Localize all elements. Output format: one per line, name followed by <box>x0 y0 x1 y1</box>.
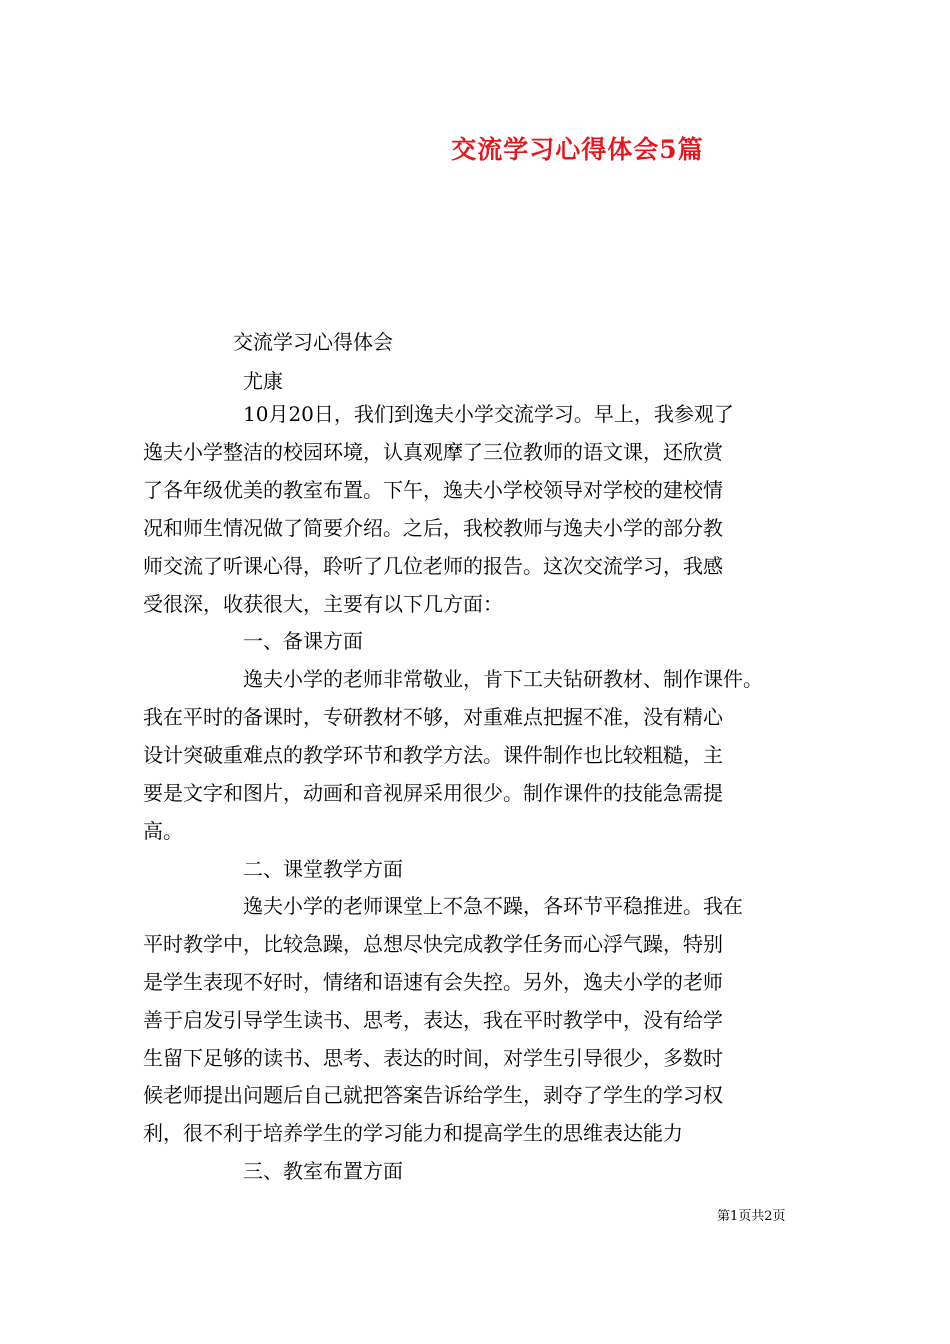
body-line: 10月20日，我们到逸夫小学交流学习。早上，我参观了 <box>243 402 734 426</box>
body-line: 利，很不利于培养学生的学习能力和提高学生的思维表达能力 <box>143 1121 683 1145</box>
body-line: 生留下足够的读书、思考、表达的时间，对学生引导很少，多数时 <box>143 1046 723 1070</box>
article-subtitle: 交流学习心得体会 <box>233 330 393 354</box>
page-number: 第1页共2页 <box>717 1209 786 1224</box>
body-line: 候老师提出问题后自己就把答案告诉给学生，剥夺了学生的学习权 <box>143 1083 723 1107</box>
document-title: 交流学习心得体会5篇 <box>451 135 704 164</box>
body-line: 高。 <box>143 819 183 843</box>
body-line: 逸夫小学的老师非常敬业，肯下工夫钻研教材、制作课件。 <box>243 667 763 691</box>
body-line: 受很深，收获很大，主要有以下几方面： <box>143 592 503 616</box>
section-heading: 二、课堂教学方面 <box>243 857 403 881</box>
body-line: 了各年级优美的教室布置。下午，逸夫小学校领导对学校的建校情 <box>143 478 723 502</box>
section-heading: 一、备课方面 <box>243 629 363 653</box>
body-line: 要是文字和图片，动画和音视屏采用很少。制作课件的技能急需提 <box>143 781 723 805</box>
body-line: 平时教学中，比较急躁，总想尽快完成教学任务而心浮气躁，特别 <box>143 932 723 956</box>
body-line: 师交流了听课心得，聆听了几位老师的报告。这次交流学习，我感 <box>143 554 723 578</box>
body-line: 逸夫小学的老师课堂上不急不躁，各环节平稳推进。我在 <box>243 894 743 918</box>
article-author: 尤康 <box>243 369 283 393</box>
section-heading: 三、教室布置方面 <box>243 1159 403 1183</box>
body-line: 是学生表现不好时，情绪和语速有会失控。另外，逸夫小学的老师 <box>143 970 723 994</box>
body-line: 况和师生情况做了简要介绍。之后，我校教师与逸夫小学的部分教 <box>143 516 723 540</box>
body-line: 设计突破重难点的教学环节和教学方法。课件制作也比较粗糙，主 <box>143 743 723 767</box>
body-line: 我在平时的备课时，专研教材不够，对重难点把握不准，没有精心 <box>143 705 723 729</box>
body-line: 善于启发引导学生读书、思考，表达，我在平时教学中，没有给学 <box>143 1008 723 1032</box>
body-line: 逸夫小学整洁的校园环境，认真观摩了三位教师的语文课，还欣赏 <box>143 440 723 464</box>
